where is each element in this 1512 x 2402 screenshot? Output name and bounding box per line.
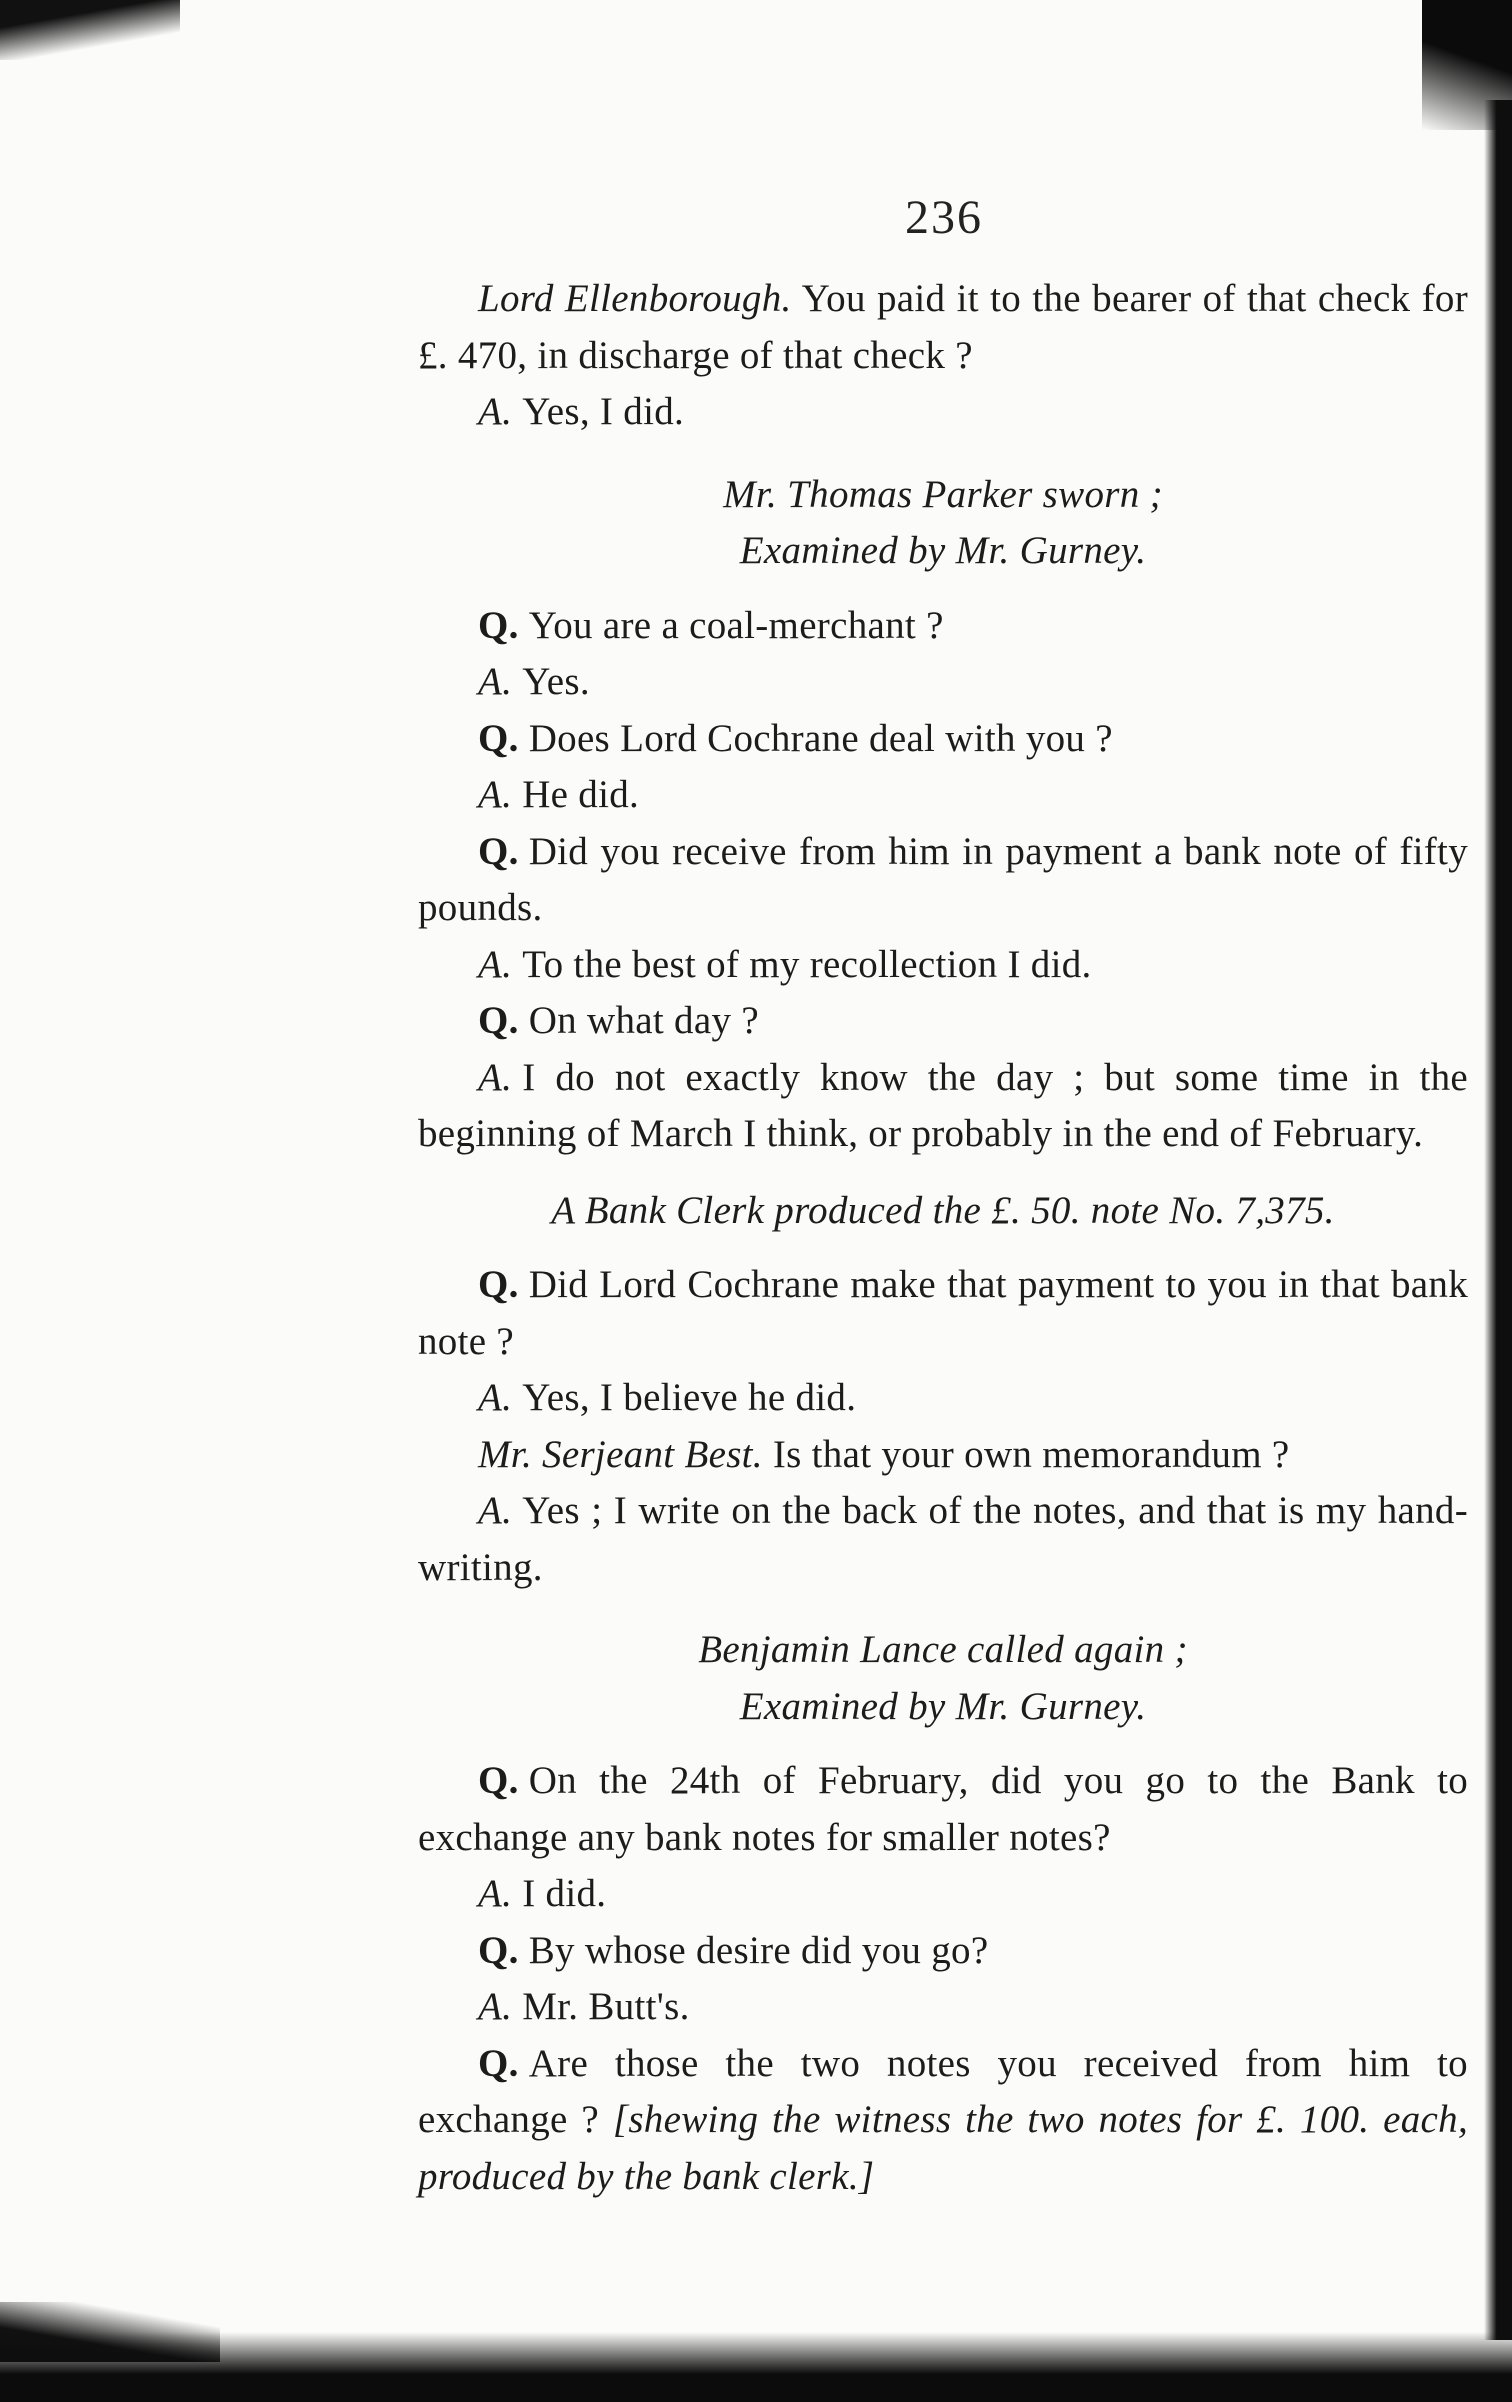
speaker-label: A.	[478, 1376, 513, 1419]
paragraph-text: On the 24th of February, did you go to the Bank to exchange any bank notes for smaller notes?	[418, 1759, 1468, 1859]
paragraph	[418, 1257, 1468, 1370]
paragraph-text: I do not exactly know the day ; but some time in the beginning of March I think, or probably in the end of February.	[418, 1055, 1468, 1155]
paragraph-text: You paid it to the bearer of that check for £. 470, in discharge of that check ?	[418, 277, 1468, 377]
speaker-label: A.	[478, 1872, 513, 1915]
paragraph	[418, 824, 1468, 937]
speaker-label: Q.	[478, 716, 519, 760]
page-number: 236	[905, 191, 983, 244]
paragraph-text: On what day ?	[528, 999, 759, 1042]
speaker-label: Q.	[478, 2041, 519, 2085]
speaker-label: A.	[478, 390, 513, 433]
section-subheading: Examined by Mr. Gurney.	[739, 1684, 1147, 1728]
paragraph	[418, 767, 1468, 824]
scan-shadow-right-edge	[1484, 100, 1512, 2340]
paragraph	[418, 937, 1468, 994]
paragraph-text: By whose desire did you go?	[528, 1928, 989, 1972]
paragraph-text: He did.	[522, 773, 640, 816]
scan-shadow-bottom-edge	[0, 2332, 1512, 2402]
paragraph-text: Yes.	[522, 660, 590, 703]
paragraph	[418, 1370, 1468, 1427]
paragraph	[418, 1923, 1468, 1980]
stage-direction: A Bank Clerk produced the £. 50. note No. 7,375.	[551, 1188, 1335, 1232]
page-body	[418, 195, 1468, 2205]
paragraph-text: You are a coal-merchant ?	[528, 603, 944, 647]
speaker-label: Q.	[478, 1928, 519, 1972]
paragraph	[418, 1753, 1468, 1866]
paragraph-text: Yes, I believe he did.	[522, 1376, 857, 1419]
paragraph-text: Is that your own memorandum ?	[772, 1432, 1290, 1476]
scan-shadow-top-left	[0, 0, 180, 60]
paragraph-text: Yes, I did.	[522, 390, 685, 433]
paragraph-text: Does Lord Cochrane deal with you ?	[528, 716, 1113, 760]
speaker-label: Mr. Serjeant Best.	[478, 1432, 763, 1476]
speaker-label: A.	[478, 660, 513, 703]
paragraph	[418, 1979, 1468, 2036]
speaker-label: Q.	[478, 603, 519, 647]
speaker-label: A.	[478, 773, 513, 816]
speaker-label: Q.	[478, 829, 519, 873]
speaker-label: A.	[478, 942, 513, 986]
paragraph-text: Mr. Butt's.	[522, 1985, 690, 2028]
paragraph-text: Are those the two notes you received from him to exchange ?	[418, 2041, 1468, 2141]
paragraph	[418, 1483, 1468, 1596]
section-subheading: Examined by Mr. Gurney.	[739, 529, 1147, 572]
speaker-label: Q.	[478, 1759, 519, 1802]
paragraph	[418, 384, 1468, 441]
paragraph-text: I did.	[522, 1872, 607, 1915]
paragraph-text: Did you receive from him in payment a bank note of fifty pounds.	[418, 829, 1468, 929]
paragraph	[418, 1050, 1468, 1163]
paragraph	[418, 993, 1468, 1050]
paragraph	[418, 1866, 1468, 1923]
paragraph	[418, 711, 1468, 768]
paragraph-text: Did Lord Cochrane make that payment to you in that bank note ?	[418, 1263, 1468, 1363]
paragraph	[418, 271, 1468, 384]
section-heading: Benjamin Lance called again ;	[698, 1628, 1188, 1671]
speaker-label: A.	[478, 1489, 513, 1532]
section-heading: Mr. Thomas Parker sworn ;	[723, 472, 1163, 516]
speaker-label: Q.	[478, 1263, 519, 1306]
speaker-label: A.	[478, 1985, 513, 2028]
speaker-label: Q.	[478, 999, 519, 1042]
speaker-label: Lord Ellenborough.	[478, 277, 792, 320]
speaker-label: A.	[478, 1055, 513, 1099]
paragraph-text: Yes ; I write on the back of the notes, and that is my hand-writing.	[418, 1489, 1468, 1589]
paragraph	[418, 654, 1468, 711]
paragraph	[418, 598, 1468, 655]
paragraph-text: To the best of my recollection I did.	[522, 942, 1092, 986]
paragraph	[418, 2036, 1468, 2206]
bracketed-aside: [shewing the witness the two notes for £. 100. each, produced by the bank clerk.]	[418, 2098, 1468, 2198]
paragraph	[418, 1427, 1468, 1484]
